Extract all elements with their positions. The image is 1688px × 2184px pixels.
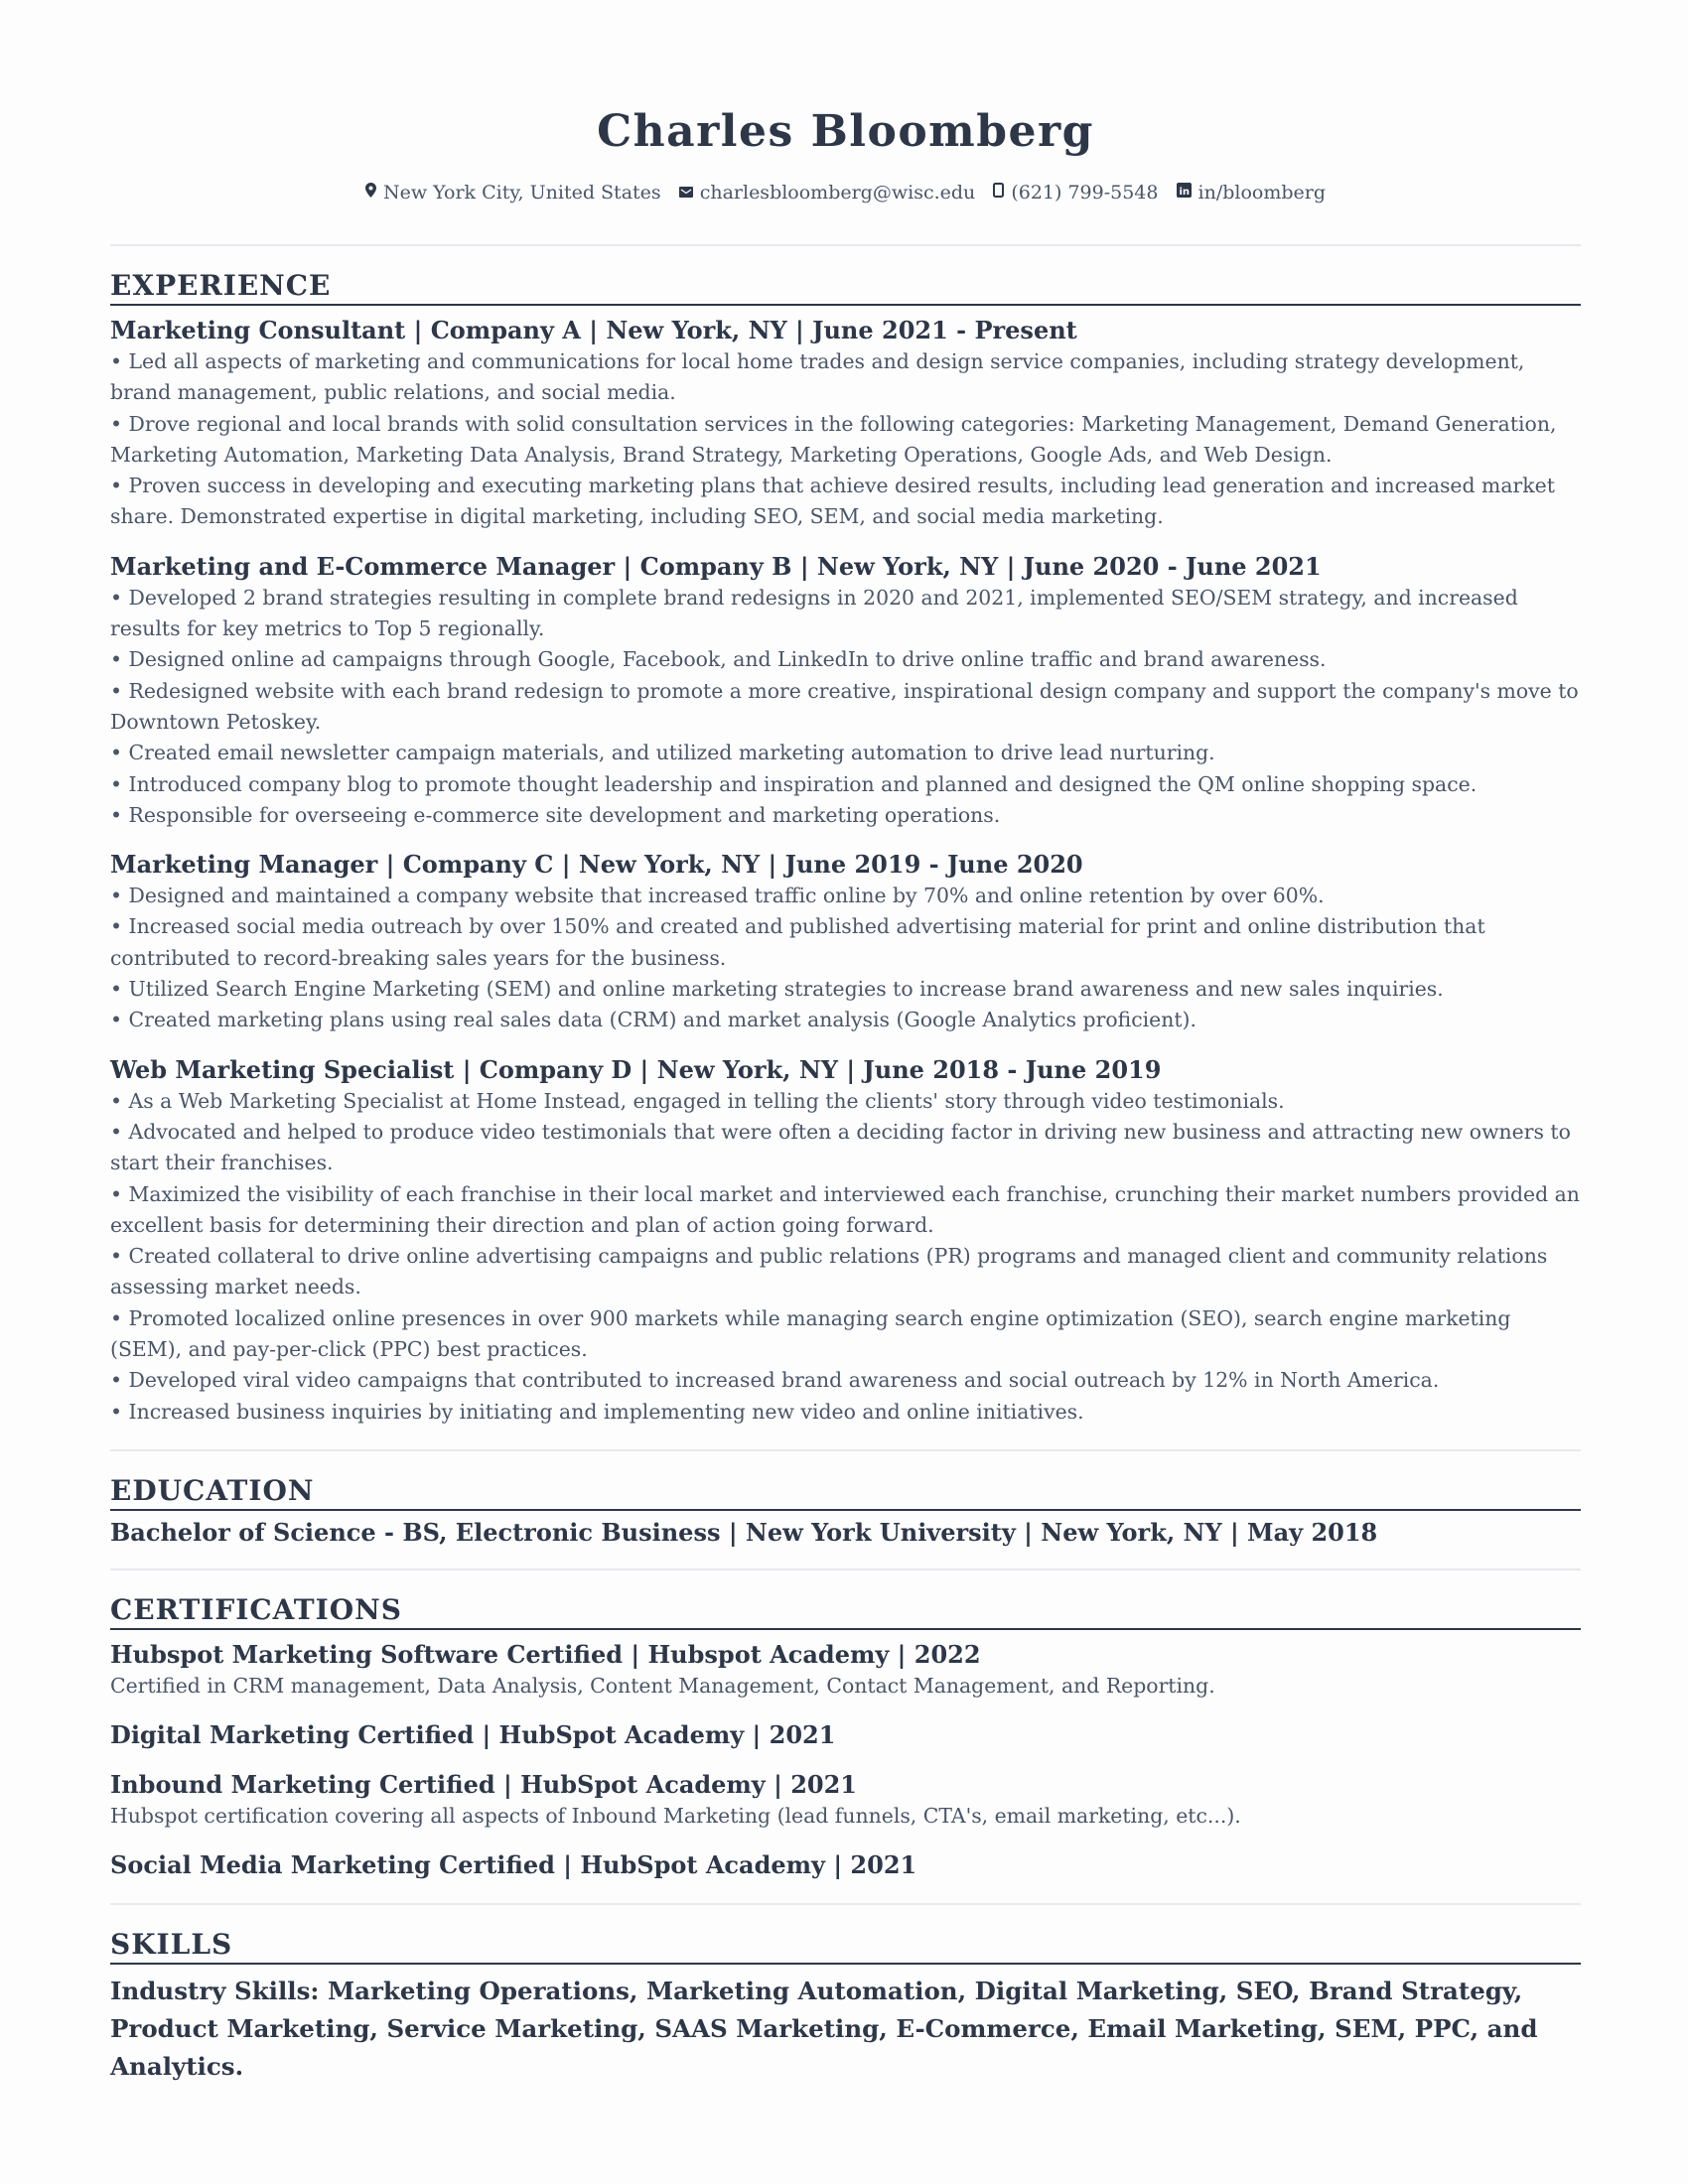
- job-title: Marketing Consultant | Company A | New York, NY | June 2021 - Present: [110, 316, 1077, 344]
- certifications-section: [110, 1570, 1581, 1881]
- job-bullet: • Led all aspects of marketing and communications for local home trades and design service companies, including strategy development, brand management, public relations, and social media.: [110, 349, 1525, 405]
- certification-entry: [110, 1639, 1581, 1702]
- svg-text:in: in: [1179, 187, 1190, 198]
- job-title: Marketing and E-Commerce Manager | Company B | New York, NY | June 2020 - June 2021: [110, 551, 1322, 581]
- certification-list: [110, 1639, 1581, 1881]
- job-bullet: • Utilized Search Engine Marketing (SEM) and online marketing strategies to increase brand awareness and new sales inquiries.: [110, 977, 1444, 1002]
- job-bullet: • Developed viral video campaigns that contributed to increased brand awareness and social outreach by 12% in North America.: [110, 1368, 1440, 1393]
- contact-email[interactable]: [679, 179, 976, 207]
- section-title-experience: EXPERIENCE: [110, 269, 332, 302]
- job-title: Marketing Manager | Company C | New York, NY | June 2019 - June 2020: [110, 850, 1083, 880]
- job-entry: [110, 849, 1581, 1035]
- job-bullet: • Created email newsletter campaign materials, and utilized marketing automation to drive lead nurturing.: [110, 741, 1215, 765]
- section-rule: [110, 1509, 1581, 1511]
- section-title-education: EDUCATION: [110, 1473, 315, 1507]
- job-bullet: • Promoted localized online presences in over 900 markets while managing search engine optimization (SEO), search engine marketing (SEM), and pay-per-click (PPC) best practices.: [110, 1305, 1511, 1362]
- section-rule: [110, 1963, 1581, 1965]
- experience-section: [110, 246, 1581, 1428]
- job-bullet: • Designed online ad campaigns through Google, Facebook, and LinkedIn to drive online traffic and brand awareness.: [110, 647, 1327, 672]
- email-icon: [679, 178, 693, 205]
- section-rule: [110, 304, 1581, 306]
- certification-entry: [110, 1719, 1581, 1751]
- certification-title: Social Media Marketing Certified | HubSpot Academy | 2021: [110, 1849, 917, 1879]
- job-bullet: • Introduced company blog to promote thought leadership and inspiration and planned and designed the QM online shopping space.: [110, 771, 1477, 796]
- certification-description: Certified in CRM management, Data Analysis, Content Management, Contact Management, and Reporting.: [110, 1673, 1215, 1698]
- job-bullet: • Designed and maintained a company website that increased traffic online by 70% and online retention by over 60%.: [110, 884, 1325, 908]
- linkedin-link[interactable]: in/bloomberg: [1197, 182, 1327, 204]
- job-bullet: • Advocated and helped to produce video testimonials that were often a deciding factor in driving new business and attracting new owners to start their franchises.: [110, 1119, 1571, 1175]
- candidate-name: Charles Bloomberg: [597, 106, 1094, 157]
- contact-phone: [993, 179, 1158, 207]
- job-bullet: • Developed 2 brand strategies resulting in complete brand redesigns in 2020 and 2021, implemented SEO/SEM strategy, and increased results for key metrics to Top 5 regionally.: [110, 585, 1518, 641]
- phone-icon: [993, 178, 1004, 205]
- section-rule: [110, 1628, 1581, 1630]
- certification-title: Hubspot Marketing Software Certified | Hubspot Academy | 2022: [110, 1639, 981, 1669]
- job-bullet: • Increased social media outreach by over 150% and created and published advertising material for print and online distribution that contributed to record-breaking sales years for the business.: [110, 914, 1485, 970]
- job-bullet: • Created marketing plans using real sales data (CRM) and market analysis (Google Analytics proficient).: [110, 1008, 1196, 1032]
- location-pin-icon: [365, 178, 376, 205]
- email-link[interactable]: charlesbloomberg@wisc.edu: [699, 182, 976, 204]
- section-title-skills: SKILLS: [110, 1927, 233, 1961]
- certification-entry: [110, 1769, 1581, 1832]
- education-entry: Bachelor of Science - BS, Electronic Business | New York University | New York, NY | May 2018: [110, 1517, 1378, 1547]
- job-entry: [110, 315, 1581, 533]
- job-bullet: • Redesigned website with each brand redesign to promote a more creative, inspirational design company and support the company's move to Downtown Petoskey.: [110, 678, 1579, 734]
- phone-text: (621) 799-5548: [1011, 182, 1159, 204]
- job-bullet: • Responsible for overseeing e-commerce site development and marketing operations.: [110, 802, 1001, 827]
- section-title-certifications: CERTIFICATIONS: [110, 1592, 402, 1626]
- job-bullet: • As a Web Marketing Specialist at Home Instead, engaged in telling the clients' story through video testimonials.: [110, 1088, 1285, 1113]
- education-section: [110, 1451, 1581, 1549]
- job-entry: [110, 1054, 1581, 1428]
- job-bullet: • Drove regional and local brands with solid consultation services in the following categories: Marketing Management, Demand Generation, Marketing Automation, Marketing Data Analysis, Brand Strategy, Marketing Operations, Google Ads, and Web Design.: [110, 411, 1557, 467]
- skills-text: Industry Skills: Marketing Operations, Marketing Automation, Digital Marketing, SEO, Brand Strategy, Product Marketing, Service Marketing, SAAS Marketing, E-Commerce, Email Marketing, SEM, PPC, and Analytics.: [110, 1976, 1538, 2081]
- job-entry: [110, 551, 1581, 831]
- job-title: Web Marketing Specialist | Company D | New York, NY | June 2018 - June 2019: [110, 1054, 1162, 1084]
- contact-info: [110, 179, 1581, 206]
- location-text: New York City, United States: [382, 182, 661, 204]
- linkedin-icon: [1177, 178, 1192, 205]
- skills-section: [110, 1905, 1581, 2086]
- contact-linkedin[interactable]: [1177, 179, 1327, 207]
- job-bullet: • Maximized the visibility of each franchise in their local market and interviewed each franchise, crunching their market numbers provided an excellent basis for determining their direction and plan of action going forward.: [110, 1181, 1580, 1237]
- certification-title: Digital Marketing Certified | HubSpot Academy | 2021: [110, 1719, 836, 1749]
- certification-description: Hubspot certification covering all aspects of Inbound Marketing (lead funnels, CTA's, email marketing, etc...).: [110, 1803, 1241, 1828]
- resume-page: [110, 0, 1581, 2086]
- certification-entry: [110, 1849, 1581, 1881]
- job-list: [110, 315, 1581, 1428]
- job-bullet: • Proven success in developing and executing marketing plans that achieve desired results, including lead generation and increased market share. Demonstrated expertise in digital marketing, including SEO, SEM, and social media marketing.: [110, 474, 1555, 529]
- contact-location: [365, 179, 661, 207]
- job-bullet: • Created collateral to drive online advertising campaigns and public relations (PR) programs and managed client and community relations assessing market needs.: [110, 1244, 1548, 1299]
- certification-title: Inbound Marketing Certified | HubSpot Academy | 2021: [110, 1769, 857, 1799]
- job-bullet: • Increased business inquiries by initiating and implementing new video and online initiatives.: [110, 1399, 1084, 1424]
